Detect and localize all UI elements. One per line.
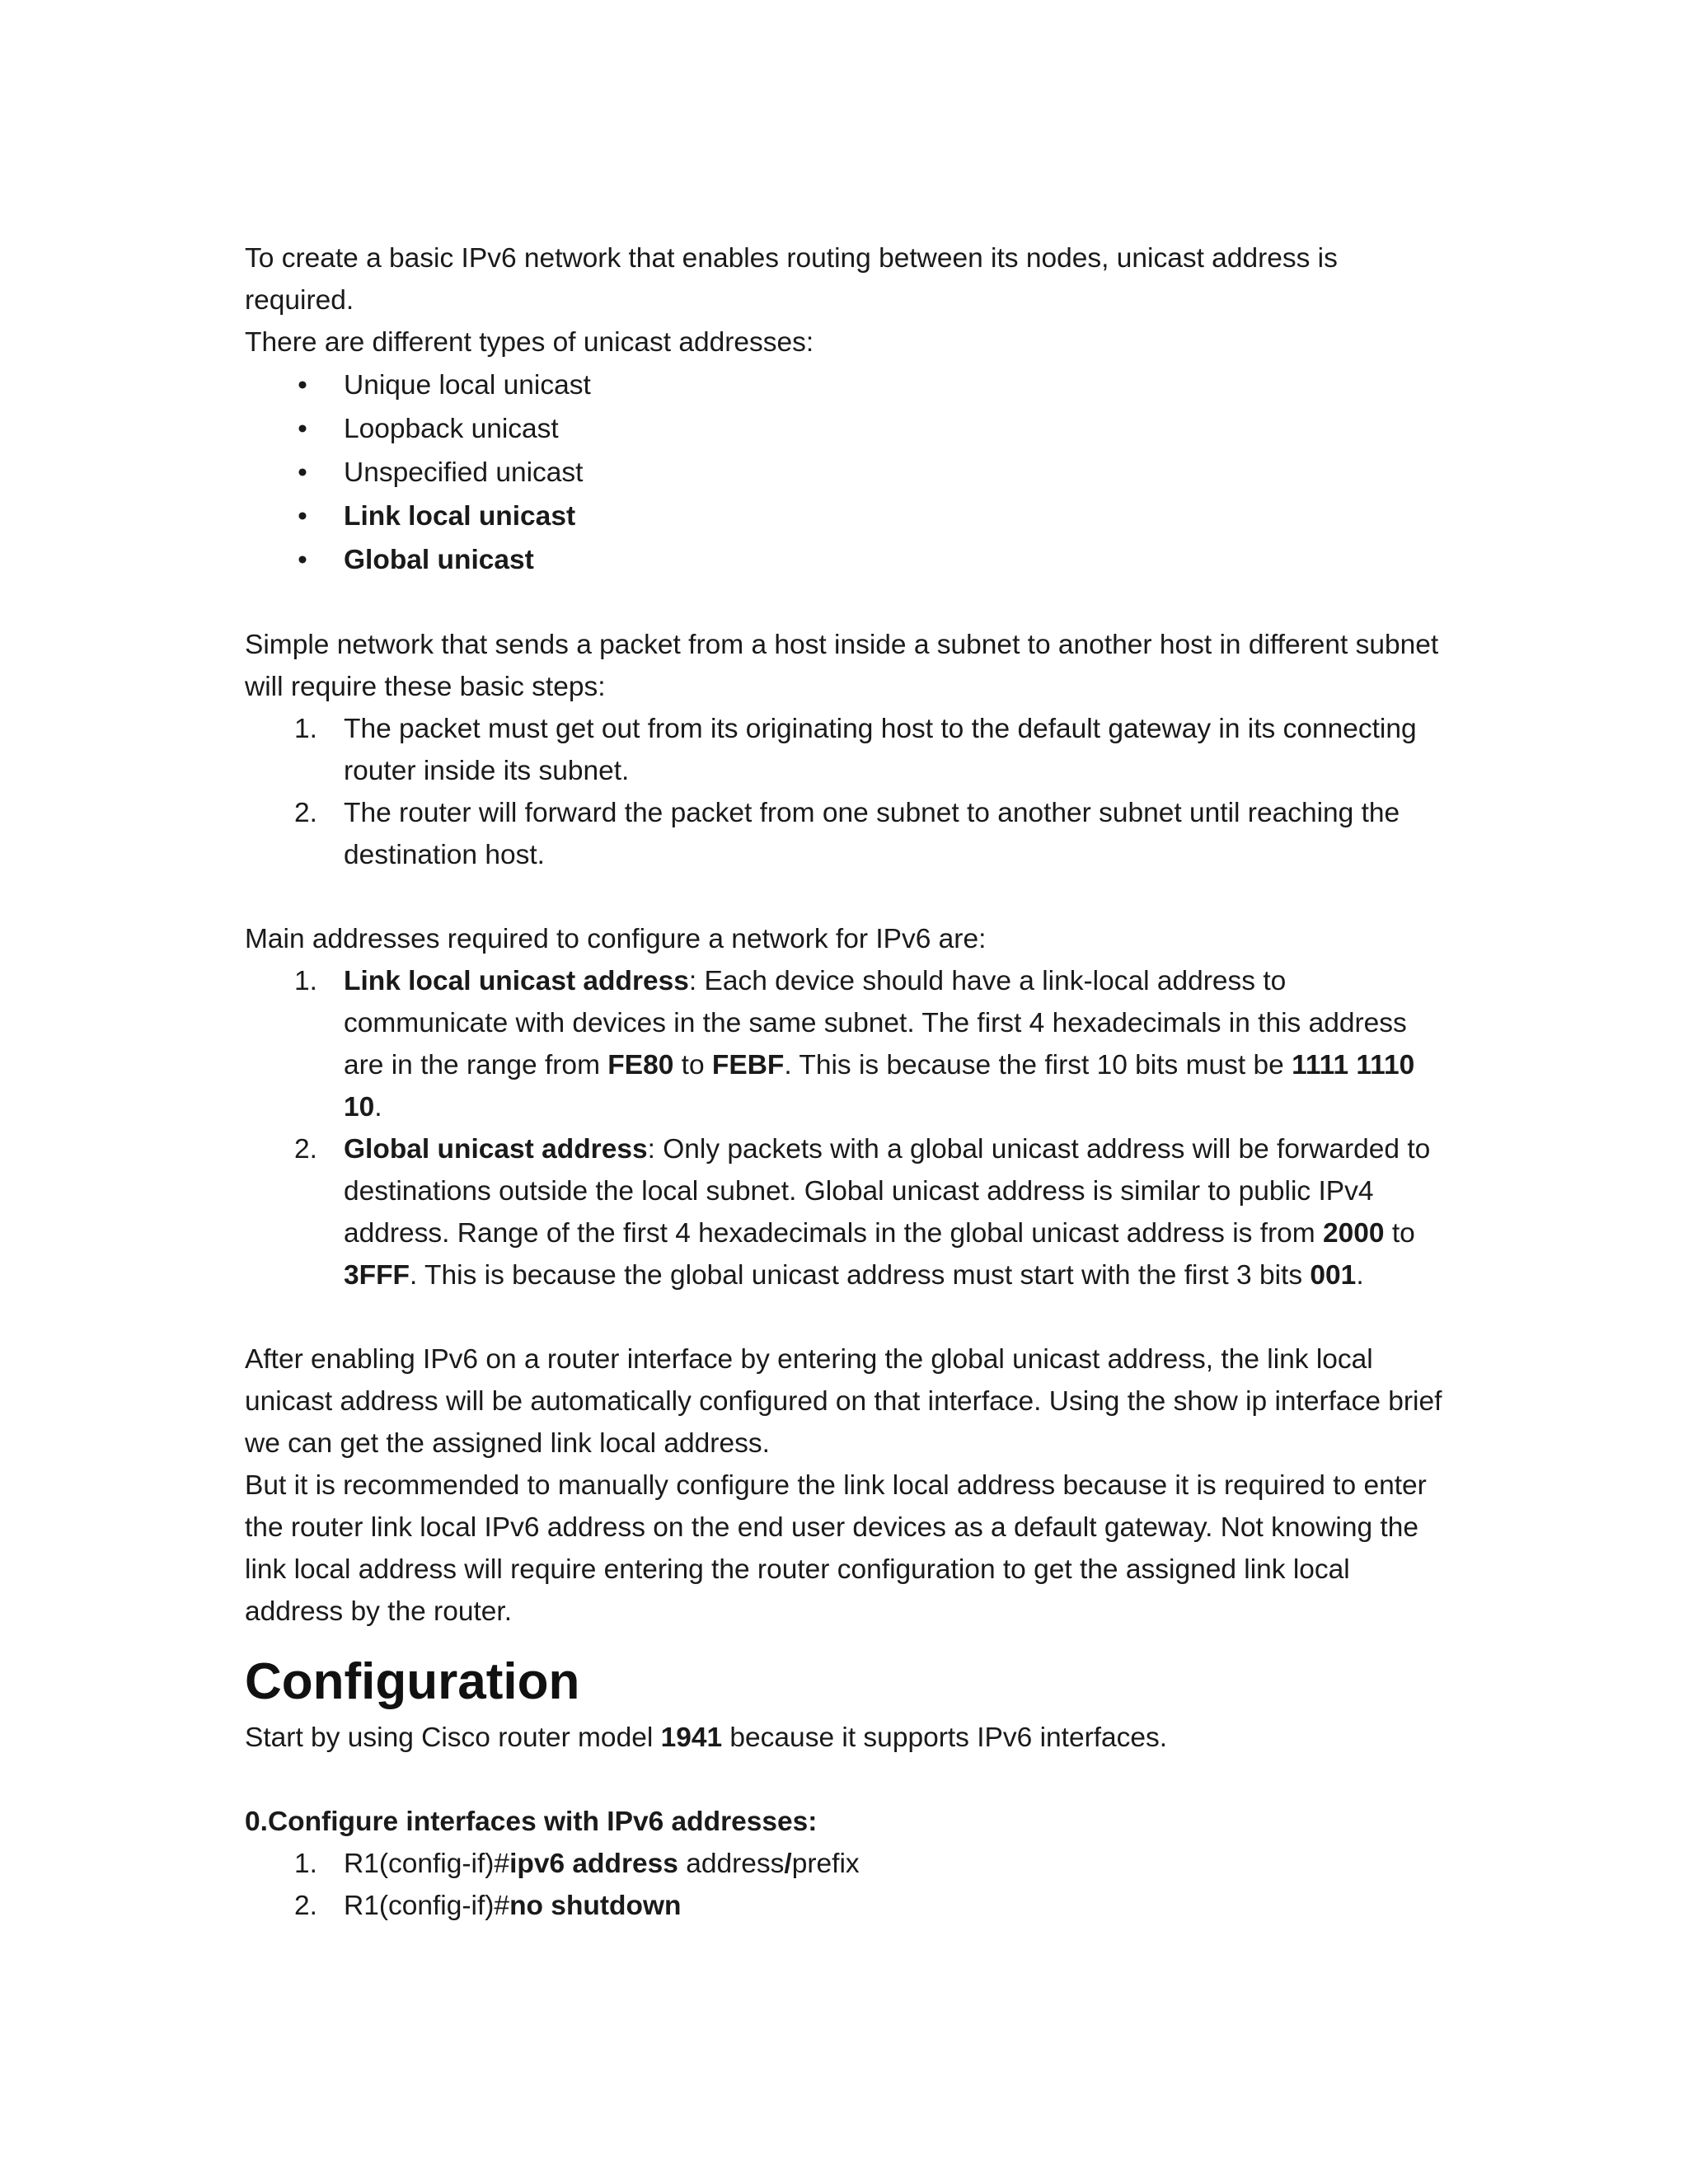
main-addresses-lead: Main addresses required to configure a network for IPv6 are: [245, 924, 987, 954]
after-paragraph: After enabling IPv6 on a router interface by entering the global unicast address, the link local unicast address will be automatically configured on that interface. Using the show ip interface brief we can get the assigned link local address. [245, 1344, 1442, 1459]
bullet-icon: • [298, 457, 307, 488]
unicast-types-list [245, 363, 1448, 582]
list-item: • Link local unicast [245, 494, 1448, 538]
list-item: 2. Global unicast address: Only packets with a global unicast address will be forwarded to destinations outside the local subnet. Global unicast address is similar to public IPv4 address. Range of the first 4 hexadecimals in the global unicast address is from 2000 to 3FFF. This is because the global unicast address must start with the first 3 bits 001. [294, 1134, 1431, 1291]
commands-list [245, 1843, 1448, 1927]
intro-paragraph: To create a basic IPv6 network that enables routing between its nodes, unicast address is required. [245, 243, 1338, 316]
bullet-icon: • [298, 545, 307, 575]
list-item: 2. The router will forward the packet from one subnet to another subnet until reaching the destination host. [294, 798, 1400, 870]
list-item: 1. Link local unicast address: Each device should have a link-local address to communicate with devices in the same subnet. The first 4 hexadecimals in this address are in the range from FE80 to FEBF. This is because the first 10 bits must be 1111 1110 10. [294, 966, 1415, 1122]
recommend-paragraph: But it is recommended to manually configure the link local address because it is required to enter the router link local IPv6 address on the end user devices as a default gateway. Not knowing the link local address will require entering the router configuration to get the assigned link local address by the router. [245, 1470, 1427, 1627]
list-item: • Global unicast [245, 538, 1448, 582]
list-item: 1. R1(config-if)#ipv6 address address/prefix [294, 1849, 860, 1879]
list-item: • Unique local unicast [245, 363, 1448, 407]
list-item: • Loopback unicast [245, 407, 1448, 451]
document-page [245, 237, 1448, 1927]
section-heading: Configuration [245, 1653, 580, 1710]
steps-lead: Simple network that sends a packet from a host inside a subnet to another host in different subnet will require these basic steps: [245, 630, 1439, 702]
config-subheading: 0.Configure interfaces with IPv6 addresses: [245, 1807, 818, 1837]
bullet-icon: • [298, 501, 307, 532]
types-lead: There are different types of unicast addresses: [245, 327, 814, 358]
bullet-icon: • [298, 370, 307, 401]
list-item: 1. The packet must get out from its originating host to the default gateway in its connecting router inside its subnet. [294, 714, 1417, 786]
steps-list [245, 708, 1448, 876]
bullet-icon: • [298, 414, 307, 444]
config-intro: Start by using Cisco router model 1941 because it supports IPv6 interfaces. [245, 1722, 1168, 1753]
list-item: 2. R1(config-if)#no shutdown [294, 1891, 682, 1921]
list-item: • Unspecified unicast [245, 451, 1448, 494]
main-addresses-list [245, 960, 1448, 1296]
